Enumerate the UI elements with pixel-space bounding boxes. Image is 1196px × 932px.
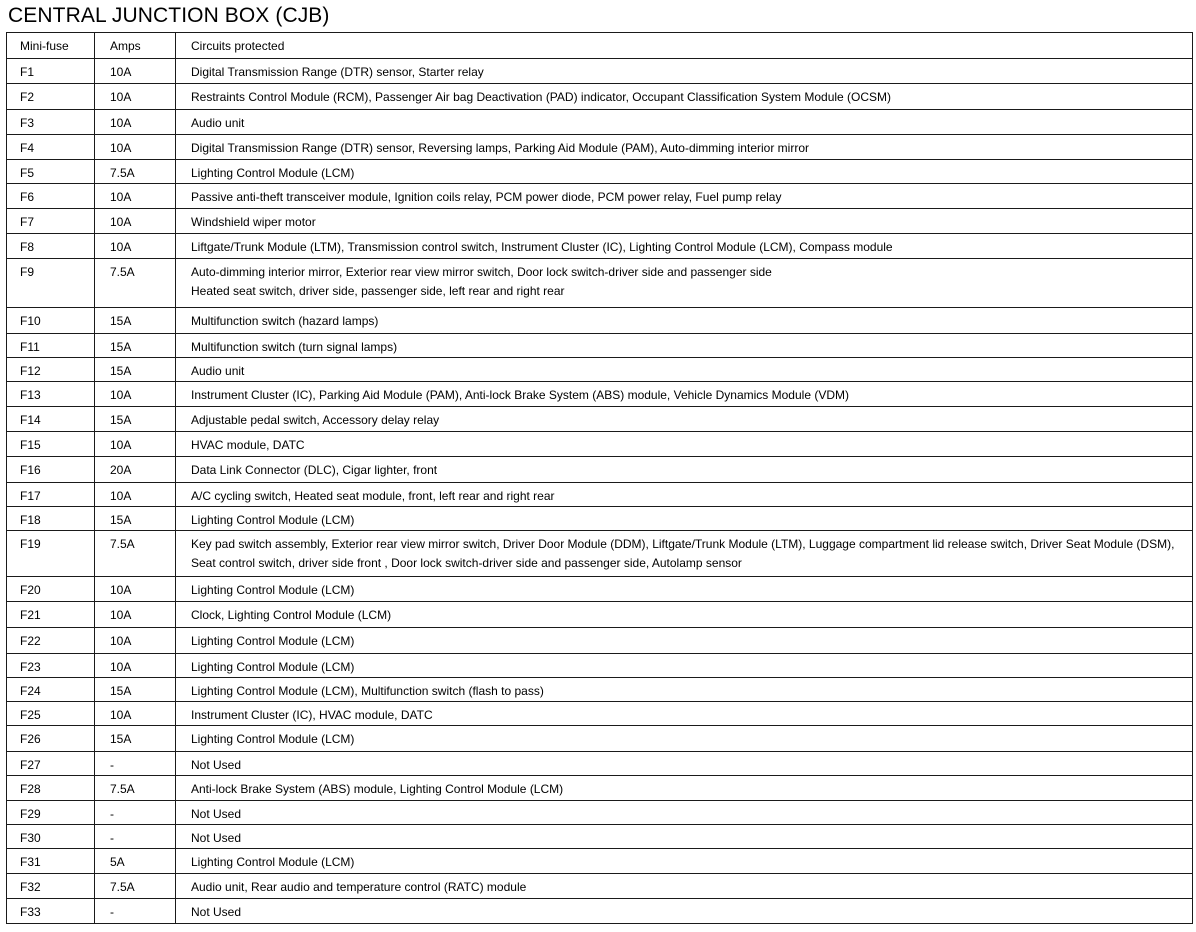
circuits-value (176, 234, 1192, 257)
circuits-line: Not Used (191, 905, 242, 919)
cell-mini-fuse (7, 110, 95, 135)
mini-fuse-value: F6 (20, 190, 35, 204)
amps-value: 15A (110, 340, 132, 354)
amps-value: - (110, 807, 114, 821)
table-row (7, 407, 1193, 432)
table-row (7, 628, 1193, 654)
circuits-value (176, 899, 1192, 922)
cell-amps (95, 507, 176, 531)
amps-value: 10A (110, 190, 132, 204)
cell-mini-fuse (7, 184, 95, 209)
amps-value: 20A (110, 463, 132, 477)
table-row (7, 334, 1193, 358)
amps-value: 10A (110, 608, 132, 622)
cell-mini-fuse (7, 382, 95, 407)
amps-value: 10A (110, 388, 132, 402)
mini-fuse-value: F3 (20, 116, 35, 130)
cell-circuits (176, 628, 1193, 654)
cell-circuits (176, 602, 1193, 628)
cell-mini-fuse (7, 726, 95, 752)
cell-circuits (176, 84, 1193, 110)
cell-circuits (176, 209, 1193, 234)
mini-fuse-value: F16 (20, 463, 41, 477)
mini-fuse-value: F25 (20, 708, 41, 722)
cell-amps (95, 259, 176, 308)
amps-value: 15A (110, 684, 132, 698)
table-row (7, 702, 1193, 726)
cell-amps (95, 457, 176, 483)
cell-circuits (176, 899, 1193, 924)
cell-mini-fuse (7, 702, 95, 726)
circuits-value (176, 407, 1192, 430)
circuits-value (176, 483, 1192, 506)
circuits-line: Multifunction switch (turn signal lamps) (191, 340, 398, 354)
circuits-line: Audio unit (191, 116, 245, 130)
cell-circuits (176, 407, 1193, 432)
cell-amps (95, 358, 176, 382)
table-row (7, 752, 1193, 776)
mini-fuse-value: F27 (20, 758, 41, 772)
cell-amps (95, 531, 176, 577)
mini-fuse-value: F10 (20, 314, 41, 328)
cell-circuits (176, 752, 1193, 776)
mini-fuse-value: F2 (20, 90, 35, 104)
cell-circuits (176, 507, 1193, 531)
circuits-line: Lighting Control Module (LCM) (191, 513, 355, 527)
amps-value: 10A (110, 583, 132, 597)
amps-value: 10A (110, 215, 132, 229)
mini-fuse-value: F23 (20, 660, 41, 674)
circuits-value (176, 334, 1192, 357)
circuits-value (176, 84, 1192, 107)
amps-value: 7.5A (110, 265, 135, 279)
amps-value: 15A (110, 413, 132, 427)
cell-mini-fuse (7, 801, 95, 825)
circuits-value (176, 457, 1192, 480)
cell-amps (95, 334, 176, 358)
page-title: CENTRAL JUNCTION BOX (CJB) (8, 4, 330, 27)
cell-amps (95, 184, 176, 209)
cell-mini-fuse (7, 825, 95, 849)
header-circuits (176, 33, 1193, 59)
cell-mini-fuse (7, 432, 95, 457)
cell-circuits (176, 184, 1193, 209)
circuits-value (176, 382, 1192, 405)
amps-value: - (110, 831, 114, 845)
circuits-line: Digital Transmission Range (DTR) sensor, Starter relay (191, 65, 484, 79)
circuits-value (176, 825, 1192, 848)
cell-mini-fuse (7, 84, 95, 110)
cell-mini-fuse (7, 577, 95, 602)
amps-value: 5A (110, 855, 125, 869)
table-row (7, 209, 1193, 234)
amps-value: - (110, 758, 114, 772)
circuits-line: Adjustable pedal switch, Accessory delay relay (191, 413, 440, 427)
table-row (7, 457, 1193, 483)
circuits-line: Lighting Control Module (LCM) (191, 660, 355, 674)
circuits-line: Digital Transmission Range (DTR) sensor, Reversing lamps, Parking Aid Module (PAM), Auto-dimming interior mirror (191, 141, 809, 155)
table-body (7, 59, 1193, 924)
circuits-line: Anti-lock Brake System (ABS) module, Lighting Control Module (LCM) (191, 782, 564, 796)
header-amps-label: Amps (110, 39, 141, 53)
cell-circuits (176, 654, 1193, 678)
amps-value: 10A (110, 240, 132, 254)
cell-amps (95, 432, 176, 457)
mini-fuse-value: F30 (20, 831, 41, 845)
amps-value: 10A (110, 634, 132, 648)
circuits-value (176, 135, 1192, 158)
mini-fuse-value: F24 (20, 684, 41, 698)
table-row (7, 234, 1193, 259)
cell-mini-fuse (7, 507, 95, 531)
cell-circuits (176, 577, 1193, 602)
cell-amps (95, 825, 176, 849)
circuits-line: Clock, Lighting Control Module (LCM) (191, 608, 392, 622)
cell-mini-fuse (7, 358, 95, 382)
amps-value: 15A (110, 364, 132, 378)
mini-fuse-value: F31 (20, 855, 41, 869)
cell-amps (95, 654, 176, 678)
cell-mini-fuse (7, 776, 95, 801)
cell-amps (95, 577, 176, 602)
circuits-value (176, 702, 1192, 725)
circuits-value (176, 59, 1192, 82)
cell-amps (95, 874, 176, 899)
cell-amps (95, 776, 176, 801)
circuits-line: Seat control switch, driver side front , Door lock switch-driver side and passenger side, Autolamp sensor (191, 556, 742, 570)
table-row (7, 678, 1193, 702)
circuits-line: Not Used (191, 758, 242, 772)
cell-circuits (176, 849, 1193, 874)
cell-mini-fuse (7, 234, 95, 259)
header-circuits-label: Circuits protected (191, 39, 285, 53)
mini-fuse-value: F33 (20, 905, 41, 919)
table-row (7, 160, 1193, 184)
circuits-value (176, 874, 1192, 897)
fuse-table (6, 32, 1193, 924)
cell-circuits (176, 483, 1193, 507)
cell-mini-fuse (7, 849, 95, 874)
mini-fuse-value: F12 (20, 364, 41, 378)
circuits-line: Multifunction switch (hazard lamps) (191, 314, 379, 328)
cell-mini-fuse (7, 654, 95, 678)
circuits-value (176, 358, 1192, 381)
cell-circuits (176, 726, 1193, 752)
cell-circuits (176, 160, 1193, 184)
circuits-line: Heated seat switch, driver side, passenger side, left rear and right rear (191, 284, 565, 298)
amps-value: 10A (110, 65, 132, 79)
table-row (7, 358, 1193, 382)
amps-value: 7.5A (110, 166, 135, 180)
table-row (7, 507, 1193, 531)
circuits-value (176, 602, 1192, 625)
circuits-line: Lighting Control Module (LCM), Multifunction switch (flash to pass) (191, 684, 544, 698)
cell-mini-fuse (7, 259, 95, 308)
circuits-line: Not Used (191, 807, 242, 821)
table-row (7, 531, 1193, 577)
circuits-value (176, 654, 1192, 677)
cell-circuits (176, 801, 1193, 825)
circuits-value (176, 507, 1192, 530)
cell-circuits (176, 308, 1193, 334)
amps-value: 10A (110, 116, 132, 130)
mini-fuse-value: F1 (20, 65, 35, 79)
cell-mini-fuse (7, 531, 95, 577)
amps-value: 10A (110, 489, 132, 503)
mini-fuse-value: F20 (20, 583, 41, 597)
circuits-line: Lighting Control Module (LCM) (191, 732, 355, 746)
circuits-value (176, 160, 1192, 183)
circuits-line: Audio unit, Rear audio and temperature control (RATC) module (191, 880, 527, 894)
mini-fuse-value: F29 (20, 807, 41, 821)
table-row (7, 382, 1193, 407)
circuits-line: Lighting Control Module (LCM) (191, 855, 355, 869)
cell-amps (95, 483, 176, 507)
amps-value: 10A (110, 90, 132, 104)
table-row (7, 874, 1193, 899)
cell-circuits (176, 334, 1193, 358)
cell-amps (95, 209, 176, 234)
cell-amps (95, 752, 176, 776)
cell-mini-fuse (7, 483, 95, 507)
header-mini-fuse-label: Mini-fuse (20, 39, 69, 53)
cell-circuits (176, 874, 1193, 899)
mini-fuse-value: F21 (20, 608, 41, 622)
cell-circuits (176, 234, 1193, 259)
cell-amps (95, 801, 176, 825)
circuits-line: Windshield wiper motor (191, 215, 316, 229)
table-row (7, 308, 1193, 334)
table-row (7, 825, 1193, 849)
cell-circuits (176, 776, 1193, 801)
cell-amps (95, 849, 176, 874)
cell-mini-fuse (7, 334, 95, 358)
amps-value: 10A (110, 438, 132, 452)
circuits-line: Restraints Control Module (RCM), Passenger Air bag Deactivation (PAD) indicator, Occupant Classification System Module (OCSM) (191, 90, 892, 104)
mini-fuse-value: F9 (20, 265, 35, 279)
cell-circuits (176, 432, 1193, 457)
cell-circuits (176, 382, 1193, 407)
cell-mini-fuse (7, 160, 95, 184)
table-row (7, 654, 1193, 678)
circuits-line: A/C cycling switch, Heated seat module, front, left rear and right rear (191, 489, 555, 503)
table-header-row (7, 33, 1193, 59)
table-row (7, 184, 1193, 209)
circuits-line: Lighting Control Module (LCM) (191, 583, 355, 597)
circuits-line: Data Link Connector (DLC), Cigar lighter, front (191, 463, 438, 477)
header-amps (95, 33, 176, 59)
cell-mini-fuse (7, 407, 95, 432)
circuits-line: Auto-dimming interior mirror, Exterior rear view mirror switch, Door lock switch-driver side and passenger side (191, 265, 772, 279)
cell-amps (95, 602, 176, 628)
mini-fuse-value: F11 (20, 340, 40, 354)
table-row (7, 59, 1193, 84)
circuits-value (176, 801, 1192, 824)
mini-fuse-value: F26 (20, 732, 41, 746)
table-row (7, 849, 1193, 874)
circuits-value (176, 432, 1192, 455)
circuits-line: Lighting Control Module (LCM) (191, 634, 355, 648)
mini-fuse-value: F19 (20, 537, 41, 551)
amps-value: - (110, 905, 114, 919)
header-mini-fuse (7, 33, 95, 59)
circuits-value (176, 849, 1192, 872)
mini-fuse-value: F15 (20, 438, 41, 452)
amps-value: 15A (110, 513, 132, 527)
cell-circuits (176, 457, 1193, 483)
cell-circuits (176, 135, 1193, 160)
cell-amps (95, 628, 176, 654)
cell-mini-fuse (7, 135, 95, 160)
cell-circuits (176, 110, 1193, 135)
circuits-value (176, 110, 1192, 133)
mini-fuse-value: F17 (20, 489, 41, 503)
circuits-line: HVAC module, DATC (191, 438, 305, 452)
amps-value: 7.5A (110, 880, 135, 894)
mini-fuse-value: F32 (20, 880, 41, 894)
circuits-line: Instrument Cluster (IC), HVAC module, DATC (191, 708, 433, 722)
cell-amps (95, 726, 176, 752)
cell-circuits (176, 702, 1193, 726)
table-row (7, 135, 1193, 160)
cell-amps (95, 407, 176, 432)
cell-mini-fuse (7, 874, 95, 899)
mini-fuse-value: F18 (20, 513, 41, 527)
circuits-value (176, 628, 1192, 651)
cell-circuits (176, 825, 1193, 849)
cell-circuits (176, 259, 1193, 308)
cell-amps (95, 899, 176, 924)
cell-amps (95, 135, 176, 160)
amps-value: 7.5A (110, 782, 135, 796)
circuits-value (176, 184, 1192, 207)
mini-fuse-value: F7 (20, 215, 35, 229)
circuits-value (176, 259, 1192, 301)
mini-fuse-value: F4 (20, 141, 35, 155)
cell-mini-fuse (7, 678, 95, 702)
circuits-line: Instrument Cluster (IC), Parking Aid Module (PAM), Anti-lock Brake System (ABS) module, Vehicle Dynamics Module (VDM) (191, 388, 849, 402)
cell-mini-fuse (7, 308, 95, 334)
amps-value: 7.5A (110, 537, 135, 551)
cell-mini-fuse (7, 209, 95, 234)
cell-amps (95, 84, 176, 110)
circuits-line: Liftgate/Trunk Module (LTM), Transmission control switch, Instrument Cluster (IC), Lighting Control Module (LCM), Compass module (191, 240, 893, 254)
cell-amps (95, 110, 176, 135)
cell-circuits (176, 531, 1193, 577)
mini-fuse-value: F13 (20, 388, 41, 402)
amps-value: 10A (110, 660, 132, 674)
circuits-value (176, 531, 1192, 573)
cell-amps (95, 308, 176, 334)
circuits-line: Lighting Control Module (LCM) (191, 166, 355, 180)
circuits-value (176, 752, 1192, 775)
mini-fuse-value: F5 (20, 166, 35, 180)
cell-mini-fuse (7, 59, 95, 84)
table-row (7, 801, 1193, 825)
mini-fuse-value: F8 (20, 240, 35, 254)
table-row (7, 577, 1193, 602)
circuits-value (176, 678, 1192, 701)
cell-amps (95, 234, 176, 259)
circuits-value (176, 577, 1192, 600)
amps-value: 10A (110, 141, 132, 155)
circuits-line: Key pad switch assembly, Exterior rear view mirror switch, Driver Door Module (DDM), Liftgate/Trunk Module (LTM), Luggage compartment lid release switch, Driver Seat Module (DSM), (191, 537, 1175, 551)
cell-mini-fuse (7, 752, 95, 776)
cell-amps (95, 678, 176, 702)
circuits-value (176, 726, 1192, 749)
table-row (7, 899, 1193, 924)
table-row (7, 602, 1193, 628)
cell-amps (95, 59, 176, 84)
cell-amps (95, 382, 176, 407)
table-row (7, 776, 1193, 801)
table-row (7, 432, 1193, 457)
circuits-value (176, 776, 1192, 799)
cell-circuits (176, 678, 1193, 702)
amps-value: 10A (110, 708, 132, 722)
table-row (7, 483, 1193, 507)
circuits-value (176, 209, 1192, 232)
circuits-line: Audio unit (191, 364, 245, 378)
cell-amps (95, 160, 176, 184)
mini-fuse-value: F14 (20, 413, 41, 427)
mini-fuse-value: F22 (20, 634, 41, 648)
circuits-line: Not Used (191, 831, 242, 845)
table-row (7, 110, 1193, 135)
cell-circuits (176, 358, 1193, 382)
table-row (7, 84, 1193, 110)
cell-amps (95, 702, 176, 726)
table-row (7, 726, 1193, 752)
amps-value: 15A (110, 732, 132, 746)
mini-fuse-value: F28 (20, 782, 41, 796)
table-row (7, 259, 1193, 308)
cell-circuits (176, 59, 1193, 84)
circuits-line: Passive anti-theft transceiver module, Ignition coils relay, PCM power diode, PCM power relay, Fuel pump relay (191, 190, 782, 204)
cell-mini-fuse (7, 628, 95, 654)
amps-value: 15A (110, 314, 132, 328)
cell-mini-fuse (7, 457, 95, 483)
circuits-value (176, 308, 1192, 331)
cell-mini-fuse (7, 602, 95, 628)
cell-mini-fuse (7, 899, 95, 924)
